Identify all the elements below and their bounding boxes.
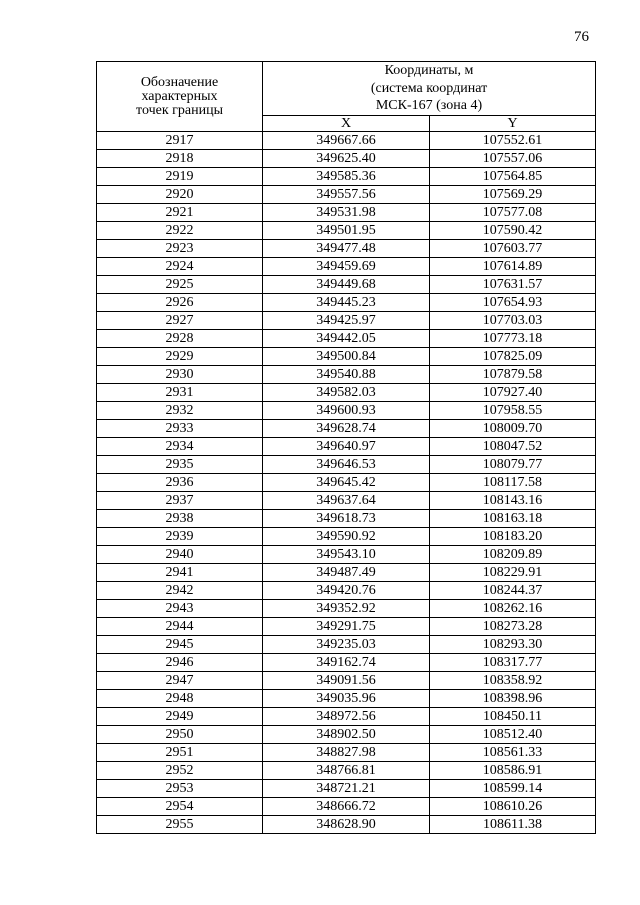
y-coordinate-cell: 108273.28: [430, 618, 596, 636]
x-coordinate-cell: 349600.93: [263, 402, 430, 420]
x-coordinate-cell: 349625.40: [263, 150, 430, 168]
y-coordinate-cell: 107569.29: [430, 186, 596, 204]
table-row: [97, 708, 596, 726]
table-row: [97, 132, 596, 150]
table-row: [97, 258, 596, 276]
x-coordinate-cell: 348902.50: [263, 726, 430, 744]
point-id-cell: 2925: [97, 276, 263, 294]
point-header-line-3: точек границы: [136, 102, 223, 118]
point-id-cell: 2940: [97, 546, 263, 564]
y-coordinate-cell: 108561.33: [430, 744, 596, 762]
table-row: [97, 420, 596, 438]
x-coordinate-cell: 349449.68: [263, 276, 430, 294]
y-column-header: Y: [430, 116, 596, 132]
point-id-cell: 2930: [97, 366, 263, 384]
x-coordinate-cell: 348972.56: [263, 708, 430, 726]
x-column-header: X: [263, 116, 430, 132]
point-id-cell: 2920: [97, 186, 263, 204]
y-coordinate-cell: 107564.85: [430, 168, 596, 186]
y-coordinate-cell: 108262.16: [430, 600, 596, 618]
point-id-cell: 2952: [97, 762, 263, 780]
table-row: [97, 780, 596, 798]
point-id-cell: 2923: [97, 240, 263, 258]
point-header-line-1: Обозначение: [140, 74, 219, 90]
point-id-cell: 2947: [97, 672, 263, 690]
point-id-cell: 2941: [97, 564, 263, 582]
x-coordinate-cell: 349667.66: [263, 132, 430, 150]
x-coordinate-cell: 349590.92: [263, 528, 430, 546]
table-row: [97, 492, 596, 510]
y-coordinate-cell: 107879.58: [430, 366, 596, 384]
x-coordinate-cell: 349420.76: [263, 582, 430, 600]
x-coordinate-cell: 349445.23: [263, 294, 430, 312]
table-row: [97, 474, 596, 492]
table-header: [97, 62, 596, 132]
table-row: [97, 240, 596, 258]
y-coordinate-cell: 107958.55: [430, 402, 596, 420]
x-coordinate-cell: 349352.92: [263, 600, 430, 618]
coords-header-line-1: Координаты, м: [384, 63, 474, 79]
y-coordinate-cell: 107552.61: [430, 132, 596, 150]
y-coordinate-cell: 108209.89: [430, 546, 596, 564]
point-id-cell: 2955: [97, 816, 263, 834]
table-row: [97, 798, 596, 816]
point-id-cell: 2924: [97, 258, 263, 276]
table-body: [97, 132, 596, 834]
y-coordinate-cell: 107603.77: [430, 240, 596, 258]
x-coordinate-cell: 349291.75: [263, 618, 430, 636]
point-id-cell: 2933: [97, 420, 263, 438]
table-row: [97, 618, 596, 636]
point-id-cell: 2926: [97, 294, 263, 312]
coordinates-table: [96, 61, 596, 834]
x-coordinate-cell: 349035.96: [263, 690, 430, 708]
coords-header-line-2: (система координат: [370, 80, 488, 96]
point-id-cell: 2928: [97, 330, 263, 348]
table-row: [97, 366, 596, 384]
x-coordinate-cell: 349500.84: [263, 348, 430, 366]
y-coordinate-cell: 108183.20: [430, 528, 596, 546]
x-coordinate-cell: 349540.88: [263, 366, 430, 384]
x-coordinate-cell: 349543.10: [263, 546, 430, 564]
table-row: [97, 222, 596, 240]
y-coordinate-cell: 108599.14: [430, 780, 596, 798]
point-id-cell: 2950: [97, 726, 263, 744]
x-coordinate-cell: 349487.49: [263, 564, 430, 582]
table-row: [97, 330, 596, 348]
y-coordinate-cell: 107590.42: [430, 222, 596, 240]
y-coordinate-cell: 107631.57: [430, 276, 596, 294]
table-row: [97, 690, 596, 708]
point-id-cell: 2927: [97, 312, 263, 330]
point-id-cell: 2938: [97, 510, 263, 528]
point-header-line-2: характерных: [141, 88, 218, 104]
y-coordinate-cell: 108079.77: [430, 456, 596, 474]
table-row: [97, 528, 596, 546]
point-id-cell: 2929: [97, 348, 263, 366]
x-coordinate-cell: 349235.03: [263, 636, 430, 654]
point-id-cell: 2946: [97, 654, 263, 672]
y-coordinate-cell: 108317.77: [430, 654, 596, 672]
x-coordinate-cell: 349091.56: [263, 672, 430, 690]
x-coordinate-cell: 349646.53: [263, 456, 430, 474]
table-row: [97, 294, 596, 312]
y-coordinate-cell: 107927.40: [430, 384, 596, 402]
point-id-cell: 2945: [97, 636, 263, 654]
point-id-cell: 2953: [97, 780, 263, 798]
table-row: [97, 312, 596, 330]
table-row: [97, 348, 596, 366]
table-row: [97, 168, 596, 186]
x-coordinate-cell: 348628.90: [263, 816, 430, 834]
table-row: [97, 204, 596, 222]
y-coordinate-cell: 108610.26: [430, 798, 596, 816]
point-id-cell: 2943: [97, 600, 263, 618]
table-row: [97, 276, 596, 294]
table-row: [97, 816, 596, 834]
x-coordinate-cell: 349459.69: [263, 258, 430, 276]
x-coordinate-cell: 348827.98: [263, 744, 430, 762]
point-id-cell: 2932: [97, 402, 263, 420]
x-coordinate-cell: 349640.97: [263, 438, 430, 456]
point-id-cell: 2951: [97, 744, 263, 762]
x-coordinate-cell: 349557.56: [263, 186, 430, 204]
y-coordinate-cell: 108009.70: [430, 420, 596, 438]
table-row: [97, 186, 596, 204]
y-coordinate-cell: 108229.91: [430, 564, 596, 582]
table-row: [97, 384, 596, 402]
x-coordinate-cell: 349442.05: [263, 330, 430, 348]
table-row: [97, 546, 596, 564]
point-id-cell: 2949: [97, 708, 263, 726]
y-coordinate-cell: 108586.91: [430, 762, 596, 780]
y-coordinate-cell: 108293.30: [430, 636, 596, 654]
point-id-cell: 2917: [97, 132, 263, 150]
point-id-cell: 2936: [97, 474, 263, 492]
point-id-cell: 2918: [97, 150, 263, 168]
x-coordinate-cell: 349645.42: [263, 474, 430, 492]
x-coordinate-cell: 348666.72: [263, 798, 430, 816]
y-coordinate-cell: 107773.18: [430, 330, 596, 348]
y-coordinate-cell: 108512.40: [430, 726, 596, 744]
table-row: [97, 744, 596, 762]
x-coordinate-cell: 349582.03: [263, 384, 430, 402]
x-coordinate-cell: 349477.48: [263, 240, 430, 258]
y-coordinate-cell: 107654.93: [430, 294, 596, 312]
x-coordinate-cell: 349162.74: [263, 654, 430, 672]
x-coordinate-cell: 349628.74: [263, 420, 430, 438]
x-coordinate-cell: 349618.73: [263, 510, 430, 528]
table-row: [97, 600, 596, 618]
point-id-cell: 2935: [97, 456, 263, 474]
table-row: [97, 582, 596, 600]
point-id-cell: 2921: [97, 204, 263, 222]
y-coordinate-cell: 108117.58: [430, 474, 596, 492]
y-coordinate-cell: 108450.11: [430, 708, 596, 726]
coords-header-line-3: МСК-167 (зона 4): [375, 98, 483, 114]
x-coordinate-cell: 349501.95: [263, 222, 430, 240]
point-id-cell: 2934: [97, 438, 263, 456]
y-coordinate-cell: 108163.18: [430, 510, 596, 528]
x-coordinate-cell: 349637.64: [263, 492, 430, 510]
point-id-cell: 2939: [97, 528, 263, 546]
y-coordinate-cell: 107557.06: [430, 150, 596, 168]
x-coordinate-cell: 348721.21: [263, 780, 430, 798]
y-coordinate-cell: 108244.37: [430, 582, 596, 600]
y-coordinate-cell: 107577.08: [430, 204, 596, 222]
table-row: [97, 672, 596, 690]
coordinates-header: [263, 62, 596, 116]
point-id-cell: 2944: [97, 618, 263, 636]
y-coordinate-cell: 108358.92: [430, 672, 596, 690]
table-row: [97, 402, 596, 420]
table-row: [97, 726, 596, 744]
y-coordinate-cell: 108398.96: [430, 690, 596, 708]
point-id-cell: 2922: [97, 222, 263, 240]
table-row: [97, 636, 596, 654]
table-row: [97, 150, 596, 168]
x-coordinate-cell: 349425.97: [263, 312, 430, 330]
y-coordinate-cell: 108143.16: [430, 492, 596, 510]
table-row: [97, 438, 596, 456]
point-id-cell: 2931: [97, 384, 263, 402]
y-coordinate-cell: 107825.09: [430, 348, 596, 366]
table-row: [97, 654, 596, 672]
x-coordinate-cell: 349585.36: [263, 168, 430, 186]
x-coordinate-cell: 349531.98: [263, 204, 430, 222]
page-number: 76: [574, 29, 589, 45]
table-row: [97, 456, 596, 474]
point-id-cell: 2948: [97, 690, 263, 708]
table-row: [97, 762, 596, 780]
x-coordinate-cell: 348766.81: [263, 762, 430, 780]
table-row: [97, 564, 596, 582]
point-designation-header: [97, 62, 263, 132]
point-id-cell: 2919: [97, 168, 263, 186]
point-id-cell: 2942: [97, 582, 263, 600]
point-id-cell: 2954: [97, 798, 263, 816]
y-coordinate-cell: 107614.89: [430, 258, 596, 276]
y-coordinate-cell: 107703.03: [430, 312, 596, 330]
table-row: [97, 510, 596, 528]
y-coordinate-cell: 108611.38: [430, 816, 596, 834]
point-id-cell: 2937: [97, 492, 263, 510]
y-coordinate-cell: 108047.52: [430, 438, 596, 456]
